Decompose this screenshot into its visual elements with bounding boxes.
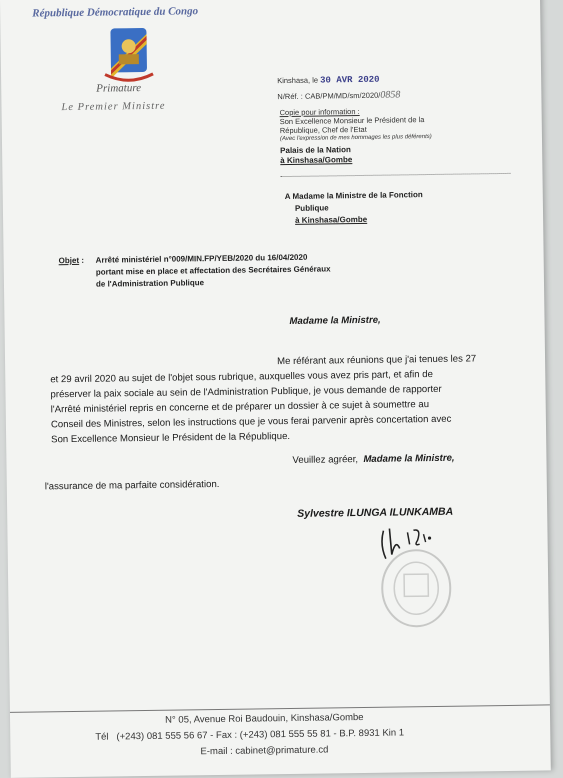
office-name: Primature xyxy=(96,82,142,95)
coat-of-arms-icon xyxy=(100,24,157,83)
copy-note: (Avec l'expression de mes hommages les plus déférents) xyxy=(279,133,432,143)
copy-place-2-text: à Kinshasa/Gombe xyxy=(280,155,353,166)
footer-divider xyxy=(10,704,550,713)
body-line-1: Me référant aux réunions que j'ai tenues les 27 xyxy=(276,353,477,368)
date-stamp: 30 AVR 2020 xyxy=(320,74,380,86)
date-prefix: Kinshasa, le xyxy=(277,75,319,86)
salutation: Madame la Ministre, xyxy=(289,314,381,327)
body-line-4: l'Arrêté ministériel repris en concerne et de préparer un dossier à ce sujet à soumettre au xyxy=(50,399,430,416)
copy-line-1: Son Excellence Monsieur le Président de la xyxy=(279,115,425,127)
signatory-title: Le Premier Ministre xyxy=(61,100,166,114)
subject-label: Objet : xyxy=(58,255,85,266)
footer-email: E-mail : cabinet@primature.cd xyxy=(200,744,329,758)
body-line-6: Son Excellence Monsieur le Président de la République. xyxy=(51,430,291,446)
subject-line-3: de l'Administration Publique xyxy=(95,278,205,289)
ref-code: CAB/PM/MD/sm/2020/ xyxy=(304,90,381,101)
reference-line xyxy=(277,89,400,102)
signatory-name: Sylvestre ILUNGA ILUNKAMBA xyxy=(297,505,454,520)
body-line-2: et 29 avril 2020 au sujet de l'objet sous rubrique, auxquelles vous avez pris part, et afin de xyxy=(50,368,433,386)
copy-line-2: République, Chef de l'Etat xyxy=(279,124,367,136)
copy-place-2 xyxy=(280,155,352,165)
footer-address: N° 05, Avenue Roi Baudouin, Kinshasa/Gombe xyxy=(164,711,364,726)
footer-contact xyxy=(95,727,404,742)
footer-tel: (+243) 081 555 56 67 - Fax : (+243) 081 555 55 81 - B.P. 8931 Kin 1 xyxy=(116,727,405,743)
date-line xyxy=(277,75,380,86)
footer-tel-label: Tél xyxy=(95,731,109,743)
closing-verb: Veuillez agréer, xyxy=(292,454,359,466)
recipient-line-3-text: à Kinshasa/Gombe xyxy=(295,214,368,225)
copy-title-text: Copie pour information : xyxy=(279,106,360,118)
subject-line-1: Arrêté ministériel n°009/MIN.FP/YEB/2020 du 16/04/2020 xyxy=(95,252,308,265)
recipient-line-2: Publique xyxy=(294,203,329,213)
subject-label-text: Objet xyxy=(58,255,80,266)
copy-place-1: Palais de la Nation xyxy=(280,145,351,156)
closing-line-1 xyxy=(292,451,454,468)
closing-address: Madame la Ministre, xyxy=(363,452,455,465)
ref-prefix: N/Réf. : xyxy=(277,91,303,102)
subject-line-2: portant mise en place et affectation des Secrétaires Généraux xyxy=(95,264,331,277)
recipient-line-3 xyxy=(295,215,367,225)
signature-icon xyxy=(377,524,448,565)
closing-line-2: l'assurance de ma parfaite considération. xyxy=(44,478,220,493)
recipient-line-1: A Madame la Ministre de la Fonction xyxy=(284,190,423,202)
separator-dots xyxy=(280,173,510,177)
republic-header: République Démocratique du Congo xyxy=(32,5,199,20)
body-line-5: Conseil des Ministres, selon les instructions que je vous ferai parvenir après concertation avec xyxy=(50,413,452,431)
ref-number: 0858 xyxy=(380,89,401,101)
body-line-3: préserver la paix sociale au sein de l'Administration Publique, je vous demande de rapporter xyxy=(50,383,442,401)
